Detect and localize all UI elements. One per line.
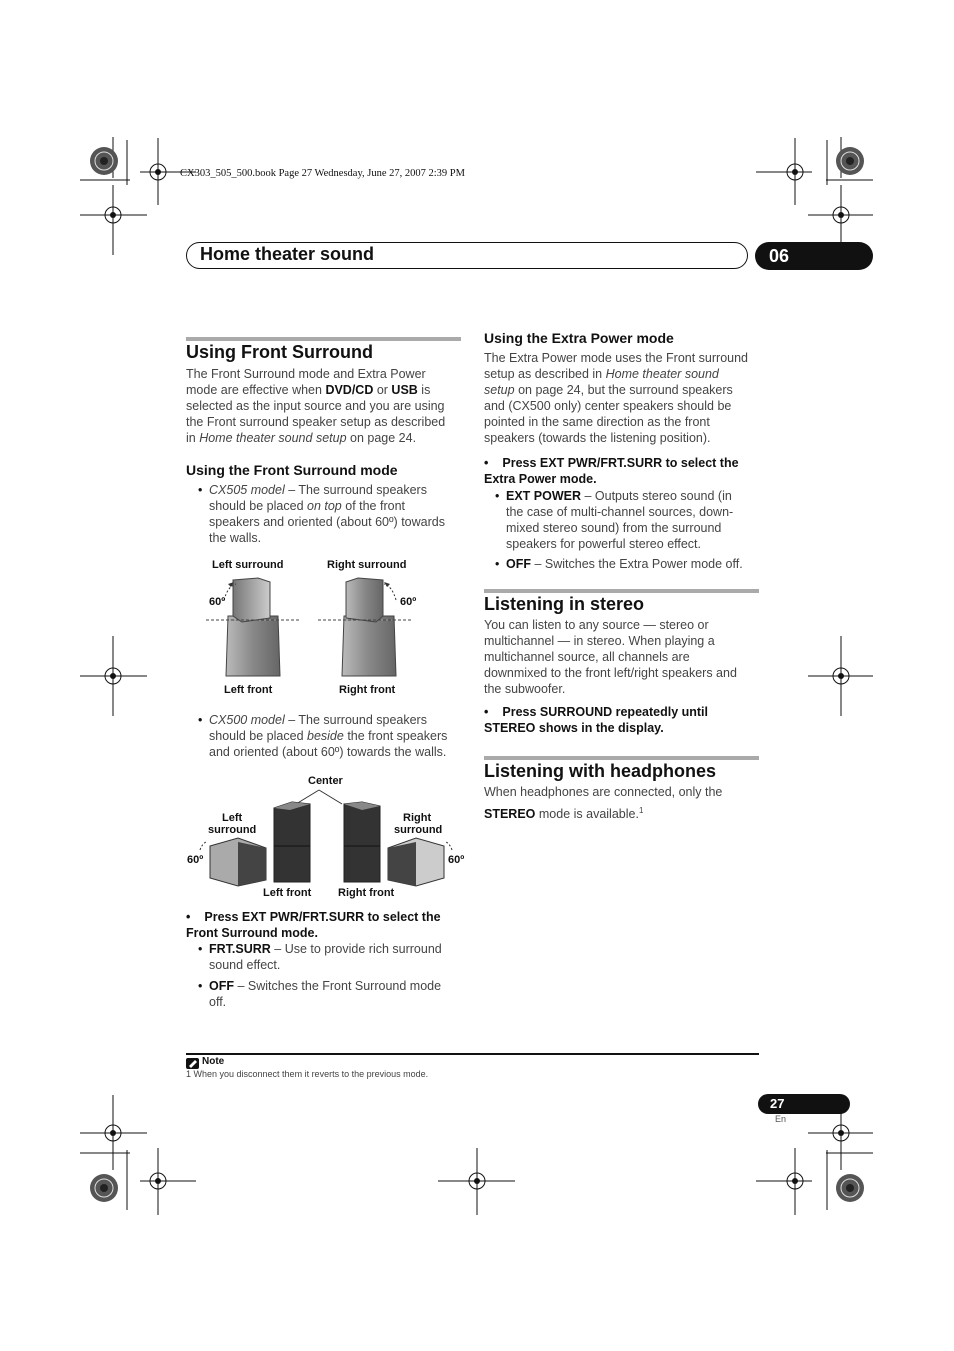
label-right-front: Right front [339, 684, 396, 696]
section-rule-stereo [484, 589, 759, 593]
printer-line: CX303_505_500.book Page 27 Wednesday, June 27, 2007 2:39 PM [180, 168, 465, 179]
chapter-number: 06 [755, 242, 873, 270]
header-title: Home theater sound [200, 244, 375, 264]
label-center: Center [308, 775, 343, 787]
subsection-title-front-surround-mode: Using the Front Surround mode [186, 462, 398, 478]
label-angle-left-2: 60º [187, 854, 204, 866]
option-off-extra: • OFF – Switches the Extra Power mode off. [495, 557, 743, 571]
label-left-surround: Left surround [212, 559, 284, 571]
stereo-step: • Press SURROUND repeatedly until STEREO shows in the display. [484, 705, 708, 735]
label-angle-right: 60º [400, 596, 417, 608]
section-rule [186, 337, 461, 341]
front-surround-intro: The Front Surround mode and Extra Power mode are effective when DVD/CD or USB is selected as the input source and you are using the Front surround speaker setup as described in Home theater sound setup on page 24. [186, 367, 446, 445]
cx500-bullet: • CX500 model – The surround speakers should be placed beside the front speakers and oriented (about 60º) towards the walls. [198, 713, 448, 759]
label-left-surround-1: Left [222, 812, 243, 824]
section-title-stereo: Listening in stereo [484, 594, 645, 614]
option-ext-power: • EXT POWER – Outputs stereo sound (in the case of multi-channel sources, down- mixed stereo sound) from the surround speakers for powerful stereo effect. [495, 489, 734, 551]
label-right-surround-2: surround [394, 824, 443, 836]
extra-power-step: • Press EXT PWR/FRT.SURR to select the Extra Power mode. [484, 456, 739, 486]
footnote-text: 1 When you disconnect them it reverts to the previous mode. [186, 1069, 429, 1079]
label-left-surround-2: surround [208, 824, 257, 836]
cx505-bullet: • CX505 model – The surround speakers should be placed on top of the front speakers and oriented (about 60º) towards the walls. [198, 483, 445, 545]
stereo-intro: You can listen to any source — stereo or multichannel — in stereo. When playing a multichannel source, all channels are downmixed to the front left/right speakers and the subwoofer. [484, 618, 737, 696]
label-angle-left: 60º [209, 596, 226, 608]
section-title-front-surround: Using Front Surround [186, 342, 373, 362]
subsection-title-extra-power: Using the Extra Power mode [484, 330, 674, 346]
front-surround-step: • Press EXT PWR/FRT.SURR to select the Front Surround mode. [186, 910, 441, 940]
label-right-front-2: Right front [338, 887, 395, 899]
page-number: 27 [758, 1094, 850, 1114]
page-language: En [775, 1114, 787, 1124]
footnote-rule [186, 1053, 759, 1055]
note-label: Note [202, 1056, 225, 1067]
label-right-surround-1: Right [403, 812, 432, 824]
option-off-front: • OFF – Switches the Front Surround mode off. [198, 979, 442, 1009]
label-angle-right-2: 60º [448, 854, 465, 866]
option-frt-surr: • FRT.SURR – Use to provide rich surround sound effect. [198, 942, 442, 972]
label-right-surround: Right surround [327, 559, 407, 571]
speaker-diagram-cx500 [186, 786, 466, 886]
section-title-headphones: Listening with headphones [484, 761, 717, 781]
label-left-front: Left front [224, 684, 273, 696]
headphones-text: When headphones are connected, only the STEREO mode is available.$^1$ [484, 785, 723, 822]
label-left-front-2: Left front [263, 887, 312, 899]
section-rule-headphones [484, 756, 759, 760]
extra-power-intro: The Extra Power mode uses the Front surround setup as described in Home theater sound setup on page 24, but the surround speakers and (CX500 only) center speakers should be pointed in the same direction as the front speakers (towards the listening position). [484, 351, 749, 445]
speaker-diagram-cx505 [200, 576, 460, 686]
